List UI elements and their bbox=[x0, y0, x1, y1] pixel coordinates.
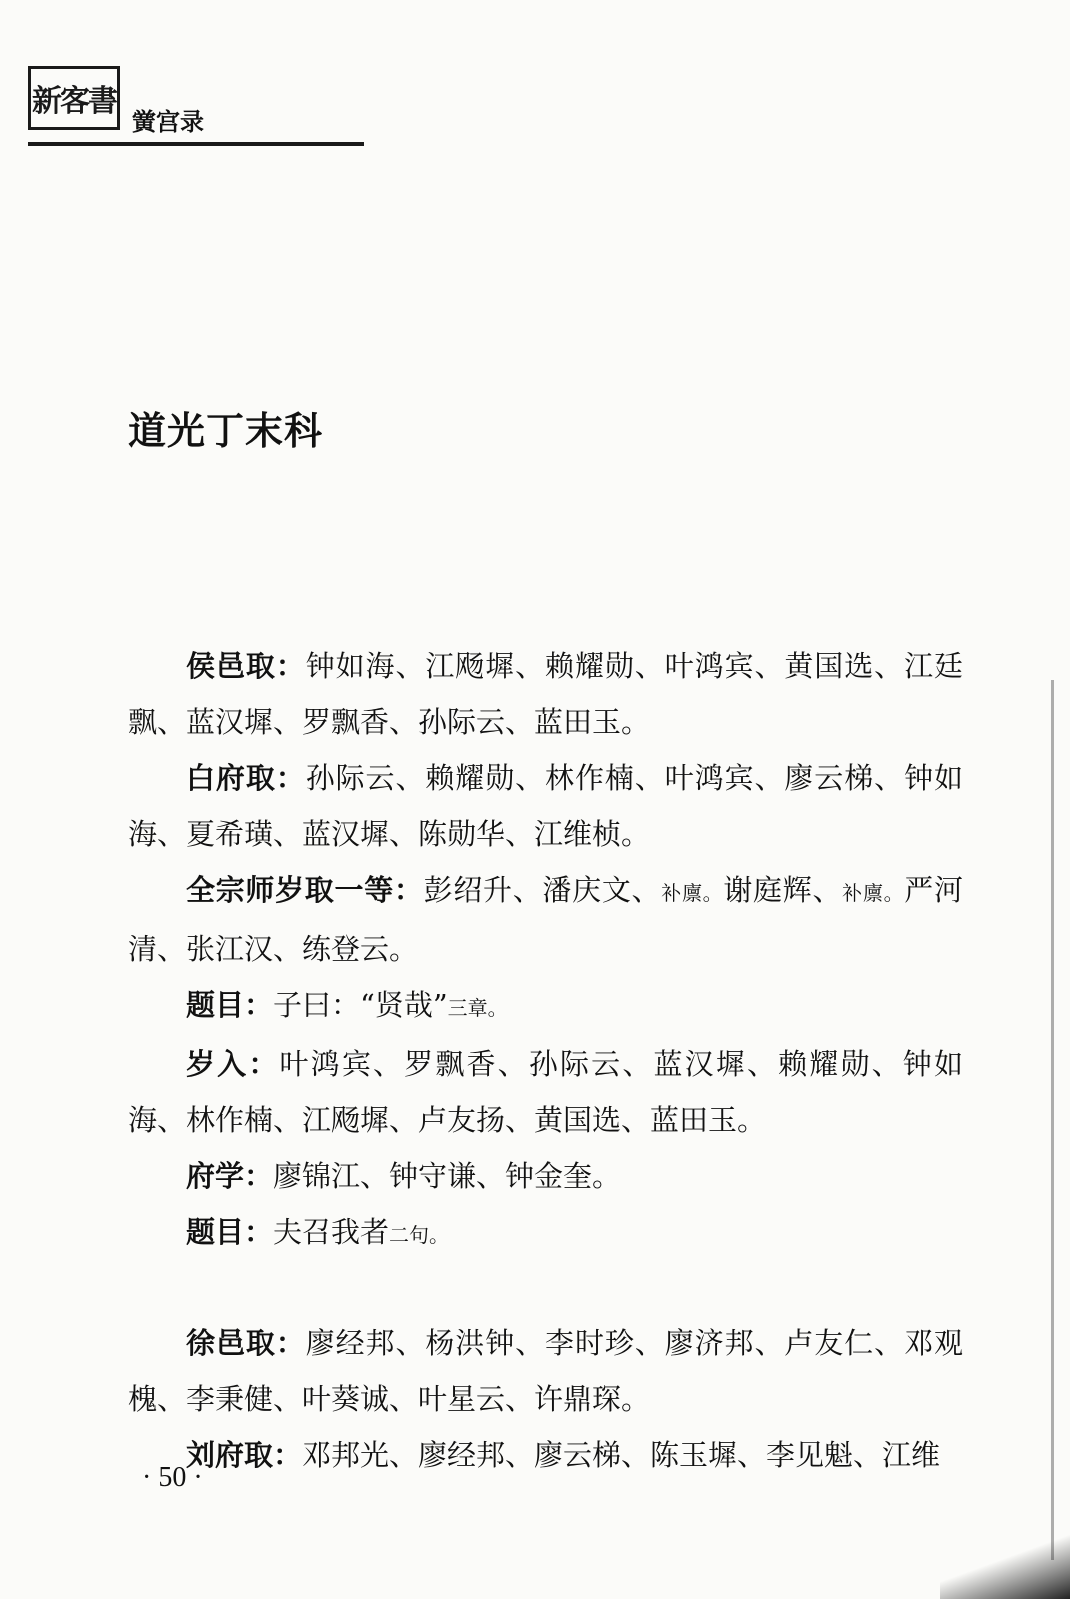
paragraph-label: 题目： bbox=[186, 1215, 274, 1249]
paragraph-text: 廖经邦、杨洪钟、李时珍、廖济邦、卢友仁、邓观槐、李秉健、叶葵诚、叶星云、许鼎琛。 bbox=[128, 1326, 963, 1416]
paragraph bbox=[128, 1204, 963, 1263]
paragraph bbox=[128, 1427, 963, 1483]
seal-logo: 新客書 bbox=[28, 66, 120, 130]
paragraph-text: 严河清、张江汉、练登云。 bbox=[128, 873, 963, 966]
paragraph-text: 彭绍升、潘庆文、 bbox=[423, 873, 662, 907]
paragraph-text: 谢庭辉、 bbox=[723, 873, 843, 907]
paragraph-text: 子曰：“贤哉” bbox=[273, 988, 448, 1022]
scan-edge-shadow bbox=[940, 1529, 1070, 1599]
paragraph bbox=[128, 1315, 963, 1427]
paragraph-label: 岁入： bbox=[186, 1047, 280, 1081]
paragraph-text: 夫召我者 bbox=[273, 1215, 390, 1249]
paragraph bbox=[128, 977, 963, 1036]
scan-edge-line bbox=[1051, 680, 1054, 1560]
running-header bbox=[28, 62, 364, 150]
header-rule bbox=[28, 142, 364, 146]
paragraph-text: 邓邦光、廖经邦、廖云梯、陈玉墀、李见魁、江维 bbox=[302, 1438, 941, 1472]
paragraph-label: 府学： bbox=[186, 1159, 274, 1193]
book-title: 黉宫录 bbox=[132, 108, 204, 136]
paragraph-label: 白府取： bbox=[186, 761, 306, 795]
paragraph-label: 刘府取： bbox=[186, 1438, 303, 1472]
paragraph-label: 徐邑取： bbox=[186, 1326, 306, 1360]
small-note: 补廪。 bbox=[842, 881, 905, 905]
paragraph-label: 全宗师岁取一等： bbox=[186, 873, 424, 907]
paragraph bbox=[128, 750, 963, 862]
paragraph bbox=[128, 638, 963, 750]
chapter-title: 道光丁末科 bbox=[128, 409, 324, 453]
paragraph-text: 孙际云、赖耀勋、林作楠、叶鸿宾、廖云梯、钟如海、夏希璜、蓝汉墀、陈勋华、江维桢。 bbox=[128, 761, 963, 851]
small-note: 三章。 bbox=[447, 996, 508, 1020]
paragraph-text: 廖锦江、钟守谦、钟金奎。 bbox=[273, 1159, 622, 1193]
paragraph-label: 侯邑取： bbox=[186, 649, 306, 683]
paragraph bbox=[128, 1148, 963, 1204]
paragraph-text: 钟如海、江飏墀、赖耀勋、叶鸿宾、黄国选、江廷飘、蓝汉墀、罗飘香、孙际云、蓝田玉。 bbox=[128, 649, 963, 739]
paragraph bbox=[128, 1036, 963, 1148]
paragraph-text: 叶鸿宾、罗飘香、孙际云、蓝汉墀、赖耀勋、钟如海、林作楠、江飏墀、卢友扬、黄国选、蓝田玉。 bbox=[128, 1047, 963, 1137]
small-note: 补廪。 bbox=[661, 881, 724, 905]
body-text bbox=[128, 638, 963, 1483]
page-number: · 50 · bbox=[142, 1462, 203, 1493]
paragraph-label: 题目： bbox=[186, 988, 274, 1022]
small-note: 二句。 bbox=[389, 1223, 450, 1247]
paragraph bbox=[128, 862, 963, 977]
